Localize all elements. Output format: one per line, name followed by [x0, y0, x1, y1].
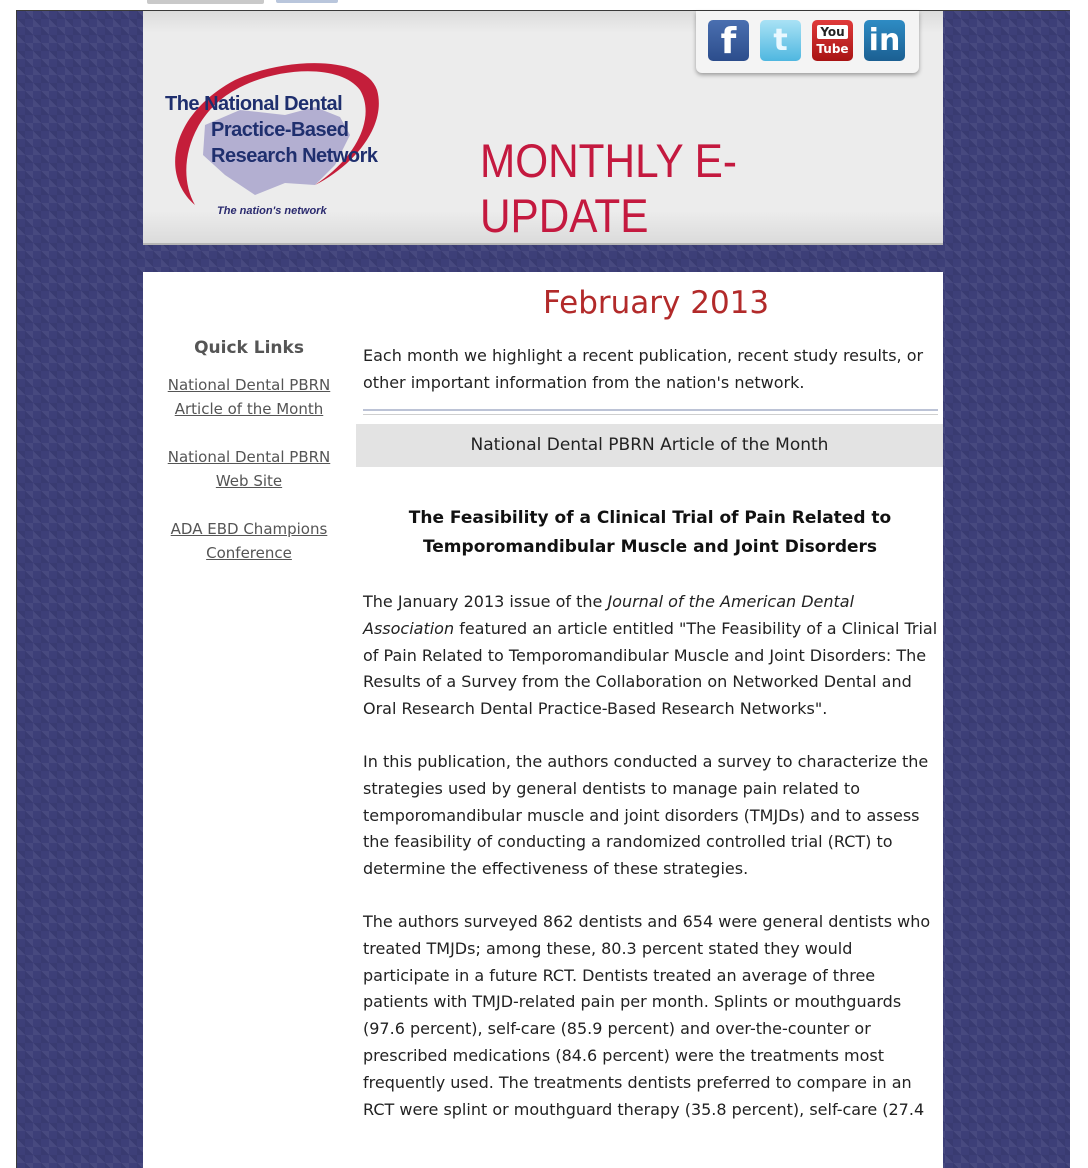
article-paragraph: In this publication, the authors conducted a survey to characterize the strategies used by general dentists to manage pain related to temporomandibular muscle and joint disorders (TMJDs) and to assess the feasibility of conducting a randomized controlled trial (RCT) to determine the effectiveness of these strategies. [363, 751, 929, 879]
article-paragraph [363, 589, 938, 723]
twitter-icon[interactable]: t [760, 20, 801, 61]
quick-link-text: Article of the Month [174, 400, 324, 418]
youtube-tube-text: Tube [816, 42, 849, 56]
article-body [363, 589, 938, 1149]
quick-link-text: National Dental PBRN [167, 448, 331, 466]
masthead-title: MONTHLY E-UPDATE [480, 134, 737, 242]
logo-line-2: Practice-Based [211, 119, 349, 141]
logo-tagline: The nation's network [217, 205, 327, 217]
paragraph-text: The January 2013 issue of the [363, 592, 608, 611]
main-column [363, 342, 938, 415]
article-paragraph: The authors surveyed 862 dentists and 654 were general dentists who treated TMJDs; among these, 80.3 percent stated they would participate in a future RCT. Dentists treated an average of three patients with TMJD-related pain per month. Splints or mouthguards (97.6 percent), self-care (85.9 percent) and over-the-counter or prescribed medications (84.6 percent) were the treatments most frequently used. The treatments dentists preferred to compare in an RCT were splint or mouthguard therapy (35.8 percent), self-care (27.4 [363, 911, 931, 1119]
youtube-you-text: You [817, 25, 847, 39]
quick-link-text: Conference [206, 544, 292, 562]
divider [363, 409, 938, 411]
article-title [375, 504, 925, 562]
facebook-icon[interactable]: f [708, 20, 749, 61]
toolbar-button[interactable] [276, 0, 338, 3]
toolbar-button[interactable] [147, 0, 264, 4]
logo-line-1: The National Dental [165, 93, 343, 115]
logo-line-3: Research Network [211, 145, 378, 167]
social-bar [696, 11, 919, 73]
newsletter-body [143, 272, 943, 1168]
quick-link-text: National Dental PBRN [167, 376, 331, 394]
quick-link-text: Web Site [215, 472, 283, 490]
quick-link-text: ADA EBD Champions [170, 520, 328, 538]
newsletter-header [143, 11, 943, 245]
quick-link-article-of-month[interactable] [164, 373, 334, 421]
paragraph-text: featured an article entitled "The Feasibility of a Clinical Trial of Pain Related to Temporomandibular Muscle and Joint Disorders: The Results of a Survey from the Collaboration on Networked Dental and Oral Research Dental Practice-Based Research Networks". [363, 618, 938, 719]
network-logo [165, 55, 395, 235]
quick-link-ada-conference[interactable] [164, 517, 334, 565]
article-title-line: Temporomandibular Muscle and Joint Disorders [422, 537, 878, 557]
logo-wordmark [165, 91, 395, 169]
article-title-line: The Feasibility of a Clinical Trial of Pain Related to [408, 508, 892, 528]
divider [363, 414, 938, 415]
issue-month-heading: February 2013 [543, 285, 770, 321]
quick-links-sidebar [143, 338, 355, 589]
browser-top-strip [0, 0, 1088, 10]
linkedin-icon[interactable]: in [864, 20, 905, 61]
youtube-icon[interactable] [812, 20, 853, 61]
quick-links-title: Quick Links [194, 338, 304, 358]
journal-name: Journal of the American Dental Association [363, 592, 855, 638]
section-heading-bar: National Dental PBRN Article of the Month [356, 424, 943, 467]
intro-text: Each month we highlight a recent publication, recent study results, or other important information from the nation's network. [363, 346, 924, 392]
quick-link-web-site[interactable] [164, 445, 334, 493]
